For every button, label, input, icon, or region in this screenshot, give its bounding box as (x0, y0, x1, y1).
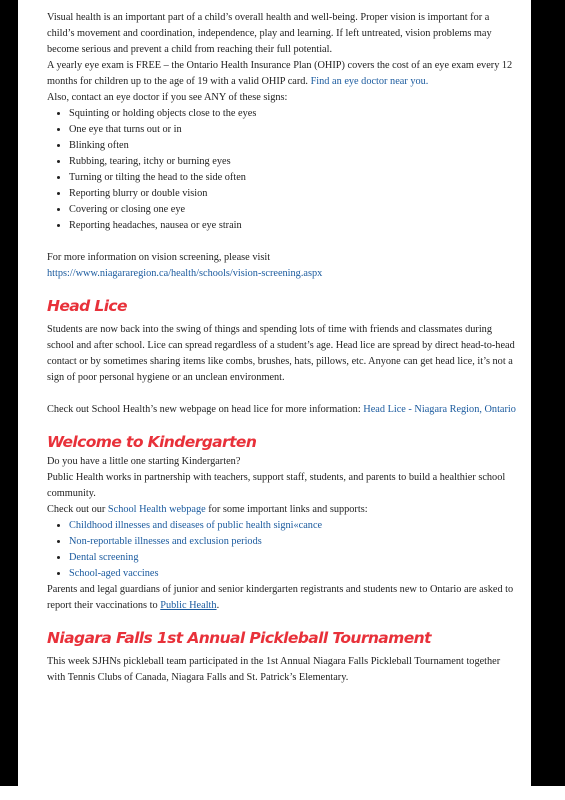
right-frame-border (531, 0, 565, 786)
list-item: • Reporting headaches, nausea or eye strain (69, 218, 517, 234)
list-item: • Reporting blurry or double vision (69, 186, 517, 202)
kindergarten-links-list (47, 518, 517, 582)
parents-paragraph (47, 582, 517, 614)
school-aged-vaccines-link[interactable]: School-aged vaccines (69, 568, 159, 579)
head-lice-body: Students are now back into the swing of things and spending lots of time with friends and classmates during school and after school. Lice can spread regardless of a student’s age. Head lice are spread by direct head-to-head contact or by sometimes sharing items like combs, brushes, hats, pillows, etc. Anyone can get head lice, it’s not a sign of poor personal hygiene or an unclean environment. (47, 324, 515, 383)
find-eye-doctor-link[interactable]: Find an eye doctor near you. (310, 76, 429, 87)
more-info-text: For more information on vision screening, please visit (47, 252, 271, 263)
signs-list (47, 106, 517, 234)
list-item: • Blinking often (69, 138, 517, 154)
parents-end: . (216, 600, 220, 611)
list-item (69, 550, 517, 566)
parents-text: Parents and legal guardians of junior and senior kindergarten registrants and students new to Ontario are asked to report their vaccinations to (47, 584, 514, 611)
vision-screening-link[interactable]: https://www.niagararegion.ca/health/schools/vision-screening.aspx (47, 268, 323, 279)
newsletter-content (47, 10, 517, 686)
signs-intro: Also, contact an eye doctor if you see ANY of these signs: (47, 92, 288, 103)
list-item: • Rubbing, tearing, itchy or burning eyes (69, 154, 517, 170)
head-lice-heading: Head Lice (47, 297, 127, 315)
head-lice-check (47, 402, 517, 418)
ohip-paragraph (47, 58, 517, 90)
check-post-text: for some important links and supports: (205, 504, 368, 515)
non-reportable-illnesses-link[interactable]: Non-reportable illnesses and exclusion periods (69, 536, 262, 547)
list-item: • Covering or closing one eye (69, 202, 517, 218)
head-lice-link[interactable]: Head Lice - Niagara Region, Ontario (363, 404, 516, 415)
list-item: • Turning or tilting the head to the side often (69, 170, 517, 186)
pickleball-body: This week SJHNs pickleball team participated in the 1st Annual Niagara Falls Pickleball Tournament together with Tennis Clubs of Canada, Niagara Falls and St. Patrick’s Elementary. (47, 656, 501, 683)
pickleball-heading: Niagara Falls 1st Annual Pickleball Tournament (47, 629, 431, 647)
list-item: • Squinting or holding objects close to the eyes (69, 106, 517, 122)
ohip-text: A yearly eye exam is FREE – the Ontario Health Insurance Plan (OHIP) covers the cost of an eye exam every 12 months for children up to the age of 19 with a valid OHIP card. (47, 60, 513, 87)
list-item: • One eye that turns out or in (69, 122, 517, 138)
list-item (69, 566, 517, 582)
kindergarten-heading: Welcome to Kindergarten (47, 433, 257, 451)
childhood-illnesses-link[interactable]: Childhood illnesses and diseases of public health signi«cance (69, 520, 323, 531)
list-item (69, 518, 517, 534)
public-health-text: Public Health works in partnership with teachers, support staff, students, and parents to build a healthier school community. (47, 472, 506, 499)
check-pre-text: Check out our (47, 504, 108, 515)
list-item (69, 534, 517, 550)
school-health-webpage-link[interactable]: School Health webpage (107, 504, 206, 515)
dental-screening-link[interactable]: Dental screening (69, 552, 139, 563)
public-health-link[interactable]: Public Health (160, 600, 217, 611)
kindergarten-question: Do you have a little one starting Kindergarten? (47, 456, 241, 467)
school-health-paragraph (47, 502, 517, 518)
head-lice-check-text: Check out School Health’s new webpage on head lice for more information: (47, 404, 364, 415)
vision-intro: Visual health is an important part of a child’s overall health and well-being. Proper vision is important for a child’s movement and coordination, independence, play and learning. If left untreated, vision problems may become serious and prevent a child from reaching their full potential. (47, 12, 492, 55)
left-frame-border (0, 0, 18, 786)
